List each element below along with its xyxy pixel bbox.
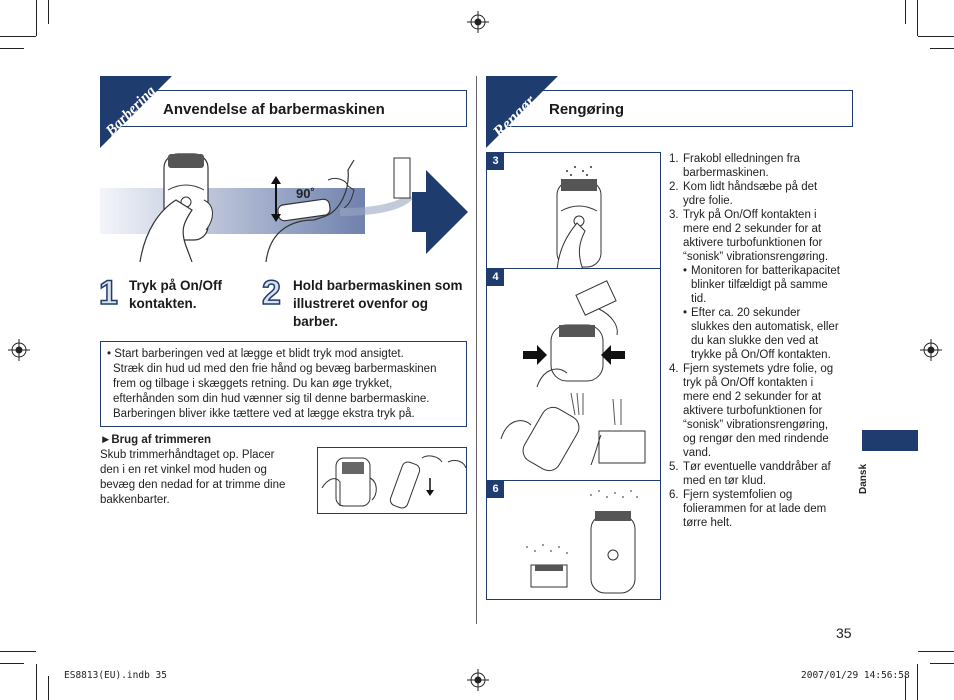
language-label-wrap bbox=[858, 458, 882, 498]
footer-filename: ES8813(EU).indb 35 bbox=[64, 670, 167, 681]
step-number: 1 bbox=[99, 274, 118, 312]
step-line: vand. bbox=[683, 447, 712, 459]
cleaning-sub-item bbox=[669, 306, 859, 362]
cleaning-image-6 bbox=[486, 480, 661, 600]
cleaning-illustration-6 bbox=[487, 481, 661, 600]
step-line: Fjern systemets ydre folie, og bbox=[683, 363, 834, 375]
step-line: “sonisk” vibrationsrengøring, bbox=[683, 419, 829, 431]
shaving-illustration bbox=[100, 150, 470, 262]
step-line: folierammen for at lade dem bbox=[683, 503, 827, 515]
step-line: trykke på On/Off kontakten. bbox=[691, 349, 831, 361]
tip-line: Stræk din hud ud med den frie hånd og bevæg barbermaskinen bbox=[113, 363, 437, 375]
angle-label: 90˚ bbox=[296, 186, 315, 201]
column-divider bbox=[476, 76, 477, 624]
registration-mark bbox=[920, 339, 942, 361]
crop-mark bbox=[930, 663, 954, 664]
step-line: Monitoren for batterikapacitet bbox=[691, 265, 840, 277]
image-number: 3 bbox=[487, 153, 504, 170]
step-line: tørre helt. bbox=[683, 517, 733, 529]
section-title: Anvendelse af barbermaskinen bbox=[163, 101, 385, 118]
page-number: 35 bbox=[836, 625, 852, 641]
ribbon-label: Rengør bbox=[489, 91, 540, 142]
cleaning-instructions bbox=[669, 152, 859, 530]
cleaning-sub-item bbox=[669, 264, 859, 306]
step-line: Tryk på On/Off kontakten i bbox=[683, 209, 817, 221]
step-line: med en tør klud. bbox=[683, 475, 767, 487]
registration-mark bbox=[467, 669, 489, 691]
step-line: Kom lidt håndsæbe på det bbox=[683, 181, 818, 193]
step-body bbox=[683, 460, 831, 488]
cleaning-illustration-4 bbox=[487, 269, 661, 481]
step-body bbox=[683, 152, 800, 180]
trimmer-line: bakkenbarter. bbox=[100, 494, 170, 506]
cleaning-step bbox=[669, 152, 859, 180]
cleaning-step bbox=[669, 208, 859, 264]
language-tab bbox=[862, 430, 918, 451]
cleaning-illustration-3 bbox=[487, 153, 661, 269]
cleaning-step bbox=[669, 362, 859, 460]
step-body bbox=[683, 180, 817, 208]
step-body bbox=[683, 488, 826, 530]
trimmer-instructions bbox=[100, 448, 310, 508]
step-marker: 1. bbox=[669, 153, 679, 165]
crop-mark bbox=[918, 651, 954, 652]
step-line: barbermaskinen. bbox=[683, 167, 769, 179]
step-line: Tør eventuelle vanddråber af bbox=[683, 461, 831, 473]
step-line: slukkes den automatisk, eller bbox=[691, 321, 839, 333]
image-number: 4 bbox=[487, 269, 504, 286]
step-line: du kan slukke den ved at bbox=[691, 335, 819, 347]
tip-line: efterhånden som din hud vænner sig til denne barbermaskine. bbox=[113, 393, 430, 405]
trimmer-illustration-box bbox=[317, 447, 467, 514]
step-marker: 5. bbox=[669, 461, 679, 473]
step-line: blinker tilfældigt på samme bbox=[691, 279, 828, 291]
step-text: Tryk på On/Off kontakten. bbox=[129, 278, 223, 311]
trimmer-illustration bbox=[318, 448, 467, 514]
step-line: mere end 2 sekunder for at bbox=[683, 391, 822, 403]
trimmer-title: ►Brug af trimmeren bbox=[100, 434, 212, 446]
crop-mark bbox=[0, 663, 24, 664]
ribbon-label: Barbering bbox=[103, 83, 160, 140]
step-line: Efter ca. 20 sekunder bbox=[691, 307, 801, 319]
crop-mark bbox=[917, 664, 918, 700]
step-line: Fjern systemfolien og bbox=[683, 489, 793, 501]
cleaning-image-4 bbox=[486, 268, 661, 481]
crop-mark bbox=[48, 676, 49, 700]
crop-mark bbox=[918, 36, 954, 37]
crop-mark bbox=[48, 0, 49, 24]
step-marker: 2. bbox=[669, 181, 679, 193]
crop-mark bbox=[0, 651, 36, 652]
crop-mark bbox=[0, 36, 36, 37]
registration-mark bbox=[8, 339, 30, 361]
tip-line: frem og tilbage i skæggets retning. Du kan øge trykket, bbox=[113, 378, 393, 390]
trimmer-line: Skub trimmerhåndtaget op. Placer bbox=[100, 449, 275, 461]
cleaning-step bbox=[669, 460, 859, 488]
crop-mark bbox=[0, 48, 24, 49]
step-line: Frakobl elledningen fra bbox=[683, 153, 800, 165]
step-text: Hold barbermaskinen som illustreret ovenfor og barber. bbox=[293, 278, 463, 329]
step-body bbox=[691, 306, 839, 362]
step-number: 2 bbox=[262, 274, 281, 312]
step-line: aktivere turbofunktionen for bbox=[683, 237, 823, 249]
crop-mark bbox=[917, 0, 918, 36]
section-title: Rengøring bbox=[549, 101, 624, 118]
step-line: mere end 2 sekunder for at bbox=[683, 223, 822, 235]
step-marker: 3. bbox=[669, 209, 679, 221]
step-body bbox=[683, 362, 833, 460]
tip-line: • Start barberingen ved at lægge et blidt tryk mod ansigtet. bbox=[107, 348, 404, 360]
cleaning-step bbox=[669, 180, 859, 208]
step-line: “sonisk” vibrationsrengøring. bbox=[683, 251, 829, 263]
step-line: ydre folie. bbox=[683, 195, 733, 207]
language-label: Dansk bbox=[858, 463, 869, 494]
trimmer-line: den i en ret vinkel mod huden og bbox=[100, 464, 267, 476]
crop-mark bbox=[36, 664, 37, 700]
step-marker: 6. bbox=[669, 489, 679, 501]
cleaning-step bbox=[669, 488, 859, 530]
crop-mark bbox=[930, 48, 954, 49]
footer-timestamp: 2007/01/29 14:56:58 bbox=[801, 670, 910, 681]
step-body bbox=[691, 264, 840, 306]
shaving-tips-box bbox=[100, 341, 467, 427]
crop-mark bbox=[36, 0, 37, 36]
image-number: 6 bbox=[487, 481, 504, 498]
trimmer-line: bevæg den nedad for at trimme dine bbox=[100, 479, 286, 491]
registration-mark bbox=[467, 11, 489, 33]
step-line: aktivere turbofunktionen for bbox=[683, 405, 823, 417]
cleaning-image-3 bbox=[486, 152, 661, 269]
step-marker: • bbox=[683, 265, 688, 277]
step-body bbox=[683, 208, 828, 264]
crop-mark bbox=[905, 0, 906, 24]
step-line: og rengør den med rindende bbox=[683, 433, 829, 445]
step-marker: 4. bbox=[669, 363, 679, 375]
step-line: tid. bbox=[691, 293, 707, 305]
tip-line: Barberingen bliver ikke tættere ved at lægge ekstra tryk på. bbox=[113, 408, 415, 420]
step-line: tryk på On/Off kontakten i bbox=[683, 377, 814, 389]
step-marker: • bbox=[683, 307, 688, 319]
